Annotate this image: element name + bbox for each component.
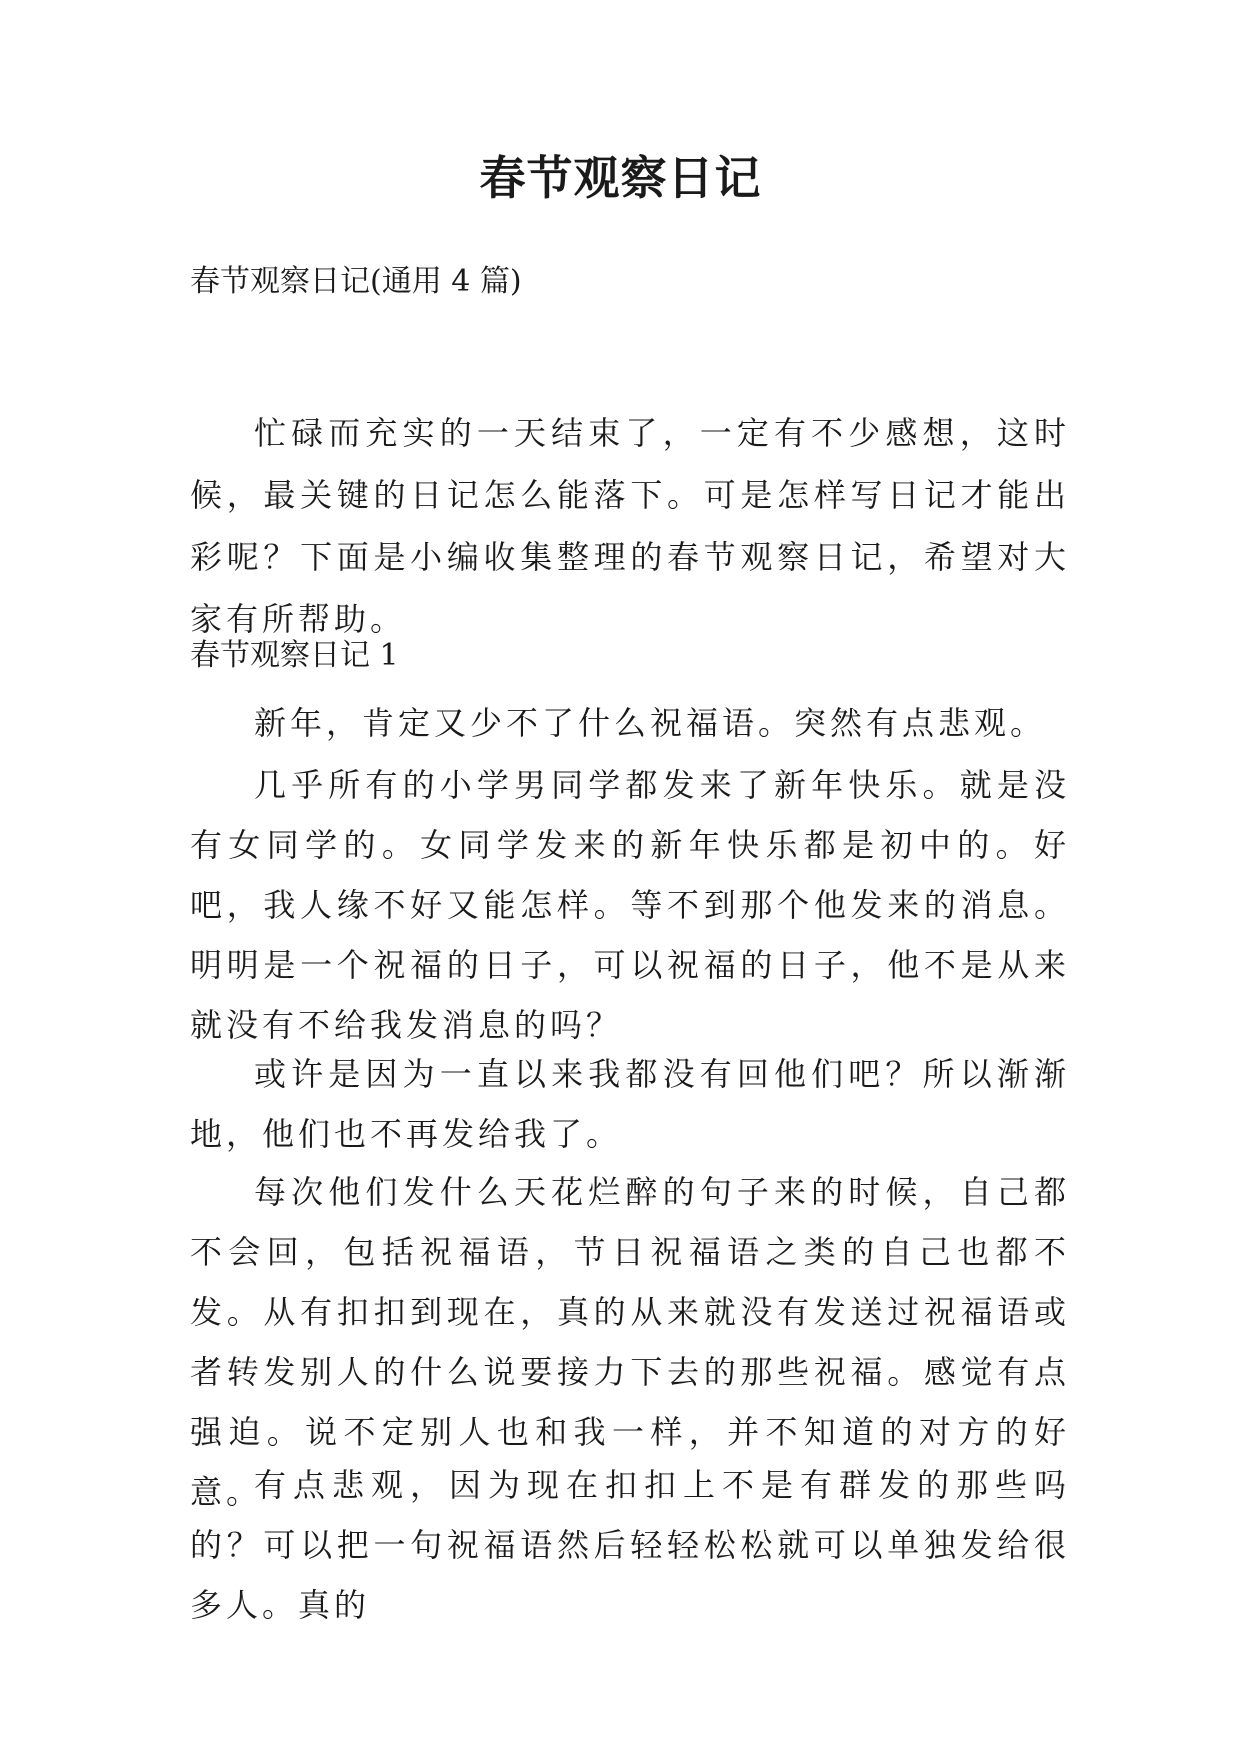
body-paragraph-5: 有点悲观，因为现在扣扣上不是有群发的那些吗的？可以把一句祝福语然后轻轻松松就可以单独发给很多人。真的 — [190, 1466, 1070, 1624]
body-paragraph-3: 或许是因为一直以来我都没有回他们吧？所以渐渐地，他们也不再发给我了。 — [190, 1055, 1070, 1153]
body-paragraph-2: 几乎所有的小学男同学都发来了新年快乐。就是没有女同学的。女同学发来的新年快乐都是初中的。好吧，我人缘不好又能怎样。等不到那个他发来的消息。明明是一个祝福的日子，可以祝福的日子，他不是从来就没有不给我发消息的吗？ — [190, 766, 1070, 1044]
section-heading: 春节观察日记 1 — [190, 638, 399, 673]
intro-paragraph: 忙碌而充实的一天结束了，一定有不少感想，这时候，最关键的日记怎么能落下。可是怎样写日记才能出彩呢？下面是小编收集整理的春节观察日记，希望对大家有所帮助。 — [190, 414, 1070, 638]
document-title: 春节观察日记 — [479, 151, 762, 205]
document-subtitle: 春节观察日记(通用 4 篇) — [190, 264, 522, 299]
body-paragraph-1: 新年，肯定又少不了什么祝福语。突然有点悲观。 — [254, 704, 1047, 742]
body-paragraph-4: 每次他们发什么天花烂醉的句子来的时候，自己都不会回，包括祝福语，节日祝福语之类的自己也都不发。从有扣扣到现在，真的从来就没有发送过祝福语或者转发别人的什么说要接力下去的那些祝福。感觉有点强迫。说不定别人也和我一样，并不知道的对方的好意。 — [190, 1173, 1070, 1511]
